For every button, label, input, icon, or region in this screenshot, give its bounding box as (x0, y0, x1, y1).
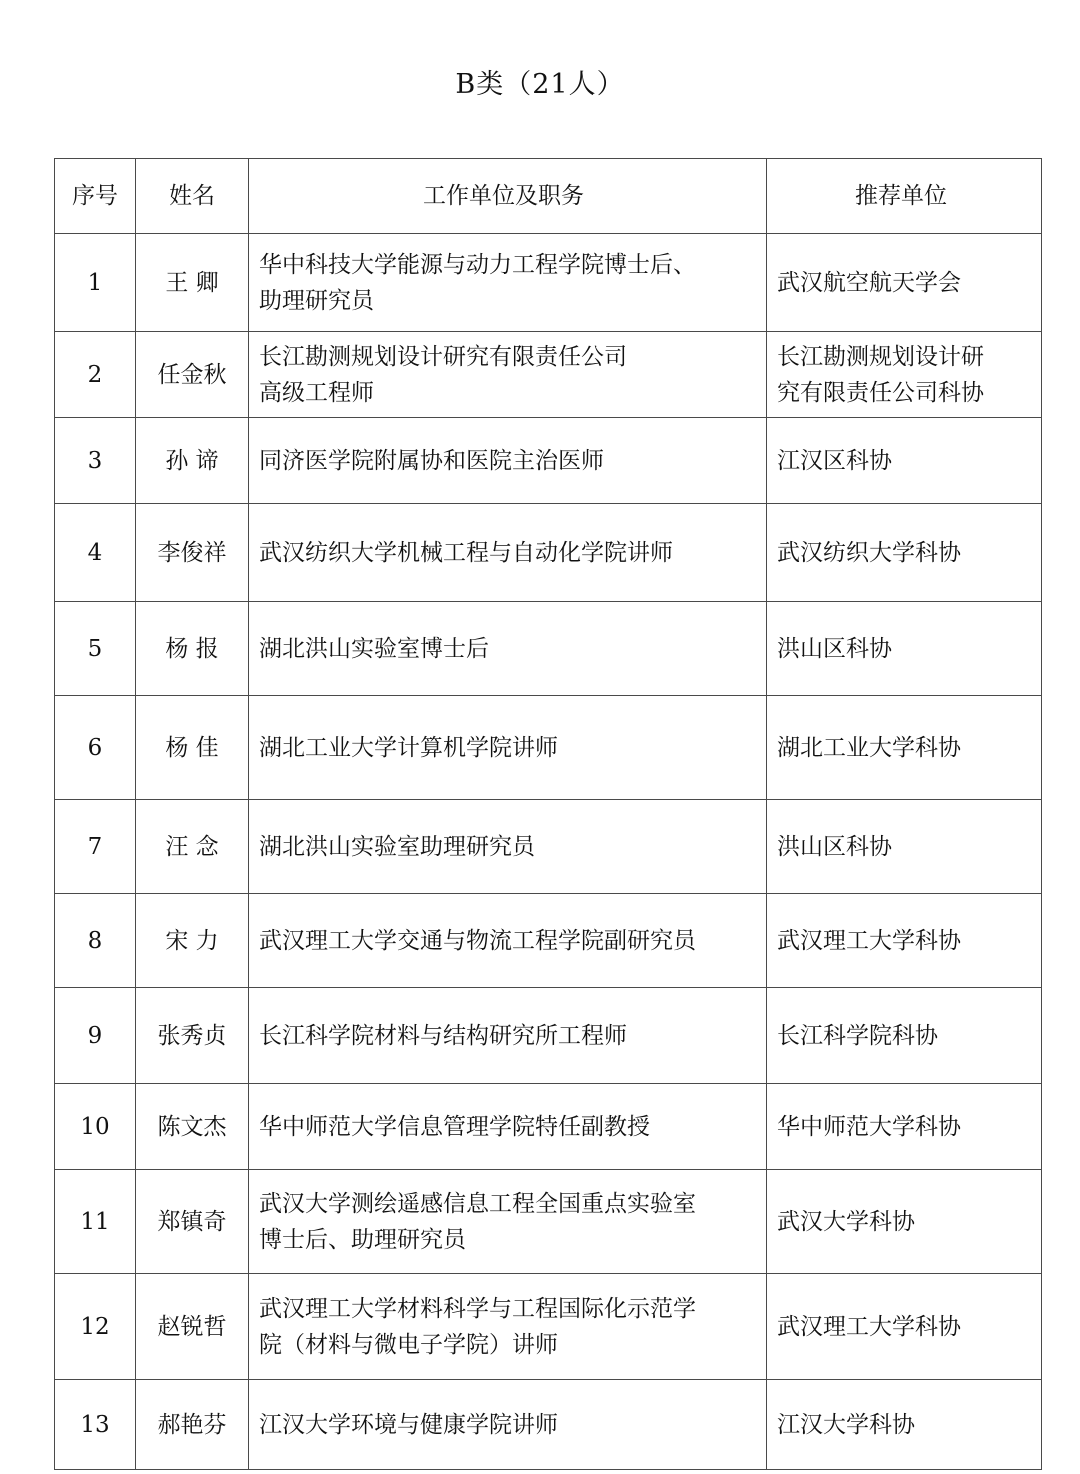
workplace-line: 博士后、助理研究员 (259, 1226, 466, 1253)
recommending-unit-cell (767, 418, 1042, 504)
table-row (55, 332, 1042, 418)
recommending-unit-cell (767, 602, 1042, 696)
serial-number-cell: 7 (55, 800, 136, 894)
workplace-line: 同济医学院附属协和医院主治医师 (259, 447, 604, 474)
workplace-line: 华中师范大学信息管理学院特任副教授 (259, 1113, 650, 1140)
workplace-line: 长江勘测规划设计研究有限责任公司 (259, 343, 627, 370)
recommending-unit-cell (767, 234, 1042, 332)
workplace-line: 湖北洪山实验室助理研究员 (259, 833, 535, 860)
document-title: B类（21人） (455, 69, 625, 100)
workplace-line: 武汉理工大学交通与物流工程学院副研究员 (259, 927, 696, 954)
name-cell: 孙 谛 (136, 418, 249, 504)
workplace-line: 武汉大学测绘遥感信息工程全国重点实验室 (259, 1190, 696, 1217)
recommending-unit-line: 武汉航空航天学会 (777, 269, 961, 296)
serial-number-cell: 2 (55, 332, 136, 418)
recommending-unit-line: 武汉大学科协 (777, 1208, 915, 1235)
workplace-position-cell (249, 1274, 767, 1380)
workplace-line: 助理研究员 (259, 287, 374, 314)
name-cell: 陈文杰 (136, 1084, 249, 1170)
table-row (55, 1274, 1042, 1380)
table-row (55, 988, 1042, 1084)
workplace-line: 江汉大学环境与健康学院讲师 (259, 1411, 558, 1438)
workplace-line: 华中科技大学能源与动力工程学院博士后、 (259, 251, 696, 278)
workplace-position-cell (249, 234, 767, 332)
recommending-unit-line: 湖北工业大学科协 (777, 734, 961, 761)
name-cell: 郝艳芬 (136, 1380, 249, 1470)
table-row (55, 800, 1042, 894)
recommending-unit-cell (767, 988, 1042, 1084)
workplace-position-cell (249, 602, 767, 696)
serial-number-cell: 10 (55, 1084, 136, 1170)
recommending-unit-line: 长江科学院科协 (777, 1022, 938, 1049)
recommending-unit-cell (767, 800, 1042, 894)
serial-number-cell: 3 (55, 418, 136, 504)
serial-number-cell: 4 (55, 504, 136, 602)
workplace-line: 院（材料与微电子学院）讲师 (259, 1331, 558, 1358)
workplace-position-cell (249, 332, 767, 418)
name-cell: 杨 报 (136, 602, 249, 696)
name-cell: 王 卿 (136, 234, 249, 332)
name-cell: 张秀贞 (136, 988, 249, 1084)
recommending-unit-cell (767, 696, 1042, 800)
workplace-position-cell (249, 988, 767, 1084)
name-cell: 赵锐哲 (136, 1274, 249, 1380)
table-row (55, 696, 1042, 800)
table-row (55, 894, 1042, 988)
workplace-line: 武汉理工大学材料科学与工程国际化示范学 (259, 1295, 696, 1322)
header-recommending-unit: 推荐单位 (767, 159, 1042, 234)
recommending-unit-line: 长江勘测规划设计研 (777, 343, 984, 370)
recommending-unit-cell (767, 504, 1042, 602)
serial-number-cell: 9 (55, 988, 136, 1084)
header-workplace-position: 工作单位及职务 (249, 159, 767, 234)
recommending-unit-line: 江汉大学科协 (777, 1411, 915, 1438)
workplace-position-cell (249, 1380, 767, 1470)
workplace-position-cell (249, 696, 767, 800)
table-row (55, 1170, 1042, 1274)
serial-number-cell: 6 (55, 696, 136, 800)
workplace-line: 武汉纺织大学机械工程与自动化学院讲师 (259, 539, 673, 566)
name-cell: 李俊祥 (136, 504, 249, 602)
workplace-line: 湖北洪山实验室博士后 (259, 635, 489, 662)
recommending-unit-cell (767, 894, 1042, 988)
workplace-position-cell (249, 800, 767, 894)
header-row (55, 159, 1042, 234)
header-serial-number: 序号 (55, 159, 136, 234)
name-cell: 郑镇奇 (136, 1170, 249, 1274)
workplace-position-cell (249, 894, 767, 988)
recommending-unit-line: 洪山区科协 (777, 635, 892, 662)
serial-number-cell: 11 (55, 1170, 136, 1274)
roster-body (55, 234, 1042, 1470)
name-cell: 任金秋 (136, 332, 249, 418)
table-row (55, 1084, 1042, 1170)
serial-number-cell: 13 (55, 1380, 136, 1470)
recommending-unit-line: 洪山区科协 (777, 833, 892, 860)
recommending-unit-line: 武汉理工大学科协 (777, 927, 961, 954)
table-row (55, 504, 1042, 602)
workplace-position-cell (249, 1084, 767, 1170)
workplace-line: 长江科学院材料与结构研究所工程师 (259, 1022, 627, 1049)
workplace-line: 湖北工业大学计算机学院讲师 (259, 734, 558, 761)
workplace-position-cell (249, 504, 767, 602)
recommending-unit-line: 究有限责任公司科协 (777, 379, 984, 406)
name-cell: 宋 力 (136, 894, 249, 988)
recommending-unit-cell (767, 1274, 1042, 1380)
workplace-line: 高级工程师 (259, 379, 374, 406)
name-cell: 杨 佳 (136, 696, 249, 800)
serial-number-cell: 5 (55, 602, 136, 696)
recommending-unit-cell (767, 332, 1042, 418)
award-roster-table (54, 158, 1042, 1470)
workplace-position-cell (249, 1170, 767, 1274)
recommending-unit-cell (767, 1170, 1042, 1274)
serial-number-cell: 8 (55, 894, 136, 988)
table-row (55, 234, 1042, 332)
recommending-unit-cell (767, 1380, 1042, 1470)
recommending-unit-line: 武汉纺织大学科协 (777, 539, 961, 566)
header-name: 姓名 (136, 159, 249, 234)
workplace-position-cell (249, 418, 767, 504)
recommending-unit-line: 江汉区科协 (777, 447, 892, 474)
table-row (55, 418, 1042, 504)
name-cell: 汪 念 (136, 800, 249, 894)
serial-number-cell: 1 (55, 234, 136, 332)
table-row (55, 1380, 1042, 1470)
serial-number-cell: 12 (55, 1274, 136, 1380)
recommending-unit-cell (767, 1084, 1042, 1170)
recommending-unit-line: 武汉理工大学科协 (777, 1313, 961, 1340)
table-row (55, 602, 1042, 696)
recommending-unit-line: 华中师范大学科协 (777, 1113, 961, 1140)
